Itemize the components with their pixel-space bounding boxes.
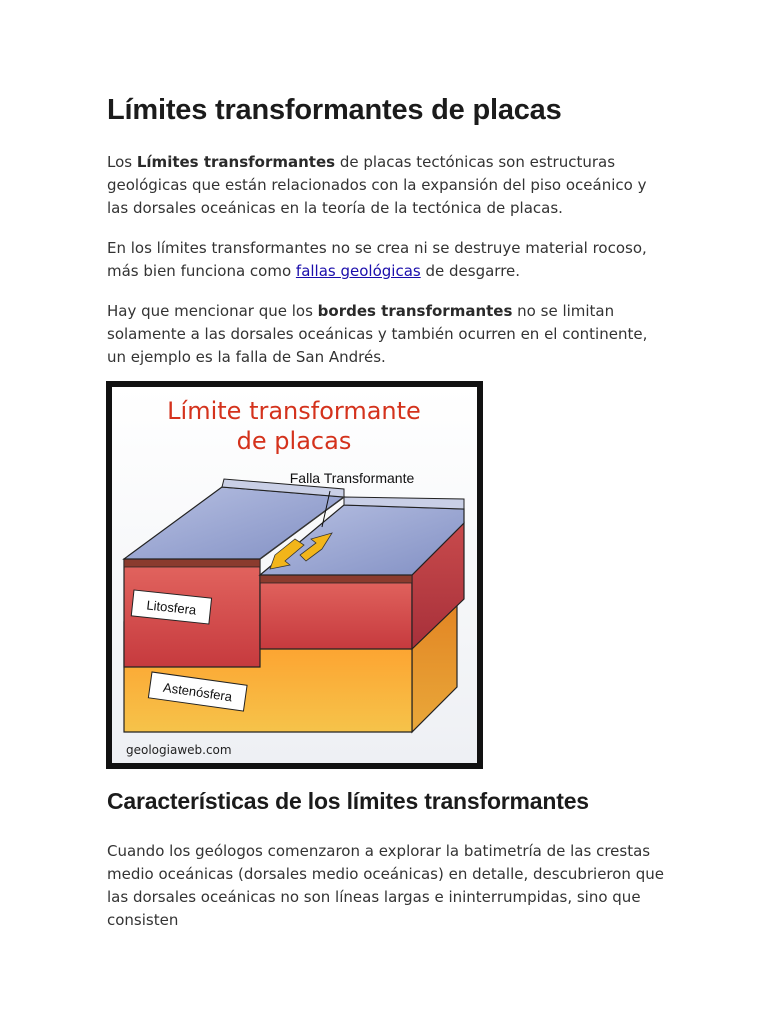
fault-label: Falla Transformante xyxy=(289,470,415,486)
figure-title-line1: Límite transformante xyxy=(167,397,421,425)
litosfera-label: Litosfera xyxy=(145,597,197,618)
bold-term: bordes transformantes xyxy=(317,302,513,320)
page-title: Límites transformantes de placas xyxy=(107,94,562,126)
paragraph-material xyxy=(107,237,667,283)
bold-term: Límites transformantes xyxy=(136,153,336,171)
text: de desgarre. xyxy=(420,262,521,280)
text: de placas tectónicas son estructuras geológicas que están relacionados con la expansión del piso oceánico y las dorsales oceánicas en la teoría de la tectónica de placas. xyxy=(107,153,647,217)
figure-title-line2: de placas xyxy=(236,427,352,455)
crust-band-right xyxy=(260,575,412,583)
transform-boundary-figure xyxy=(106,381,483,769)
text: Hay que mencionar que los xyxy=(107,302,318,320)
paragraph-caracteristicas: Cuando los geólogos comenzaron a explorar la batimetría de las crestas medio oceánicas (dorsales medio oceánicas) en detalle, descubrieron que las dorsales oceánicas no son líneas largas e ininterrumpidas, sino que consisten xyxy=(107,842,664,929)
intro-paragraph xyxy=(107,151,667,220)
text: no se limitan solamente a las dorsales oceánicas y también ocurren en el continente, un ejemplo es la falla de San Andrés. xyxy=(107,302,648,366)
watermark: geologiaweb.com xyxy=(126,743,232,757)
fallas-geologicas-link[interactable]: fallas geológicas xyxy=(295,262,421,280)
crust-band-left xyxy=(124,559,260,567)
paragraph-bordes xyxy=(107,300,667,369)
text: En los límites transformantes no se crea ni se destruye material rocoso, más bien funciona como xyxy=(107,239,647,280)
astenosfera-label: Astenósfera xyxy=(162,679,234,705)
section-heading: Características de los límites transformantes xyxy=(107,788,589,814)
transform-boundary-diagram xyxy=(112,387,477,763)
lithosphere-right-front xyxy=(260,575,412,649)
text: Los xyxy=(107,153,137,171)
